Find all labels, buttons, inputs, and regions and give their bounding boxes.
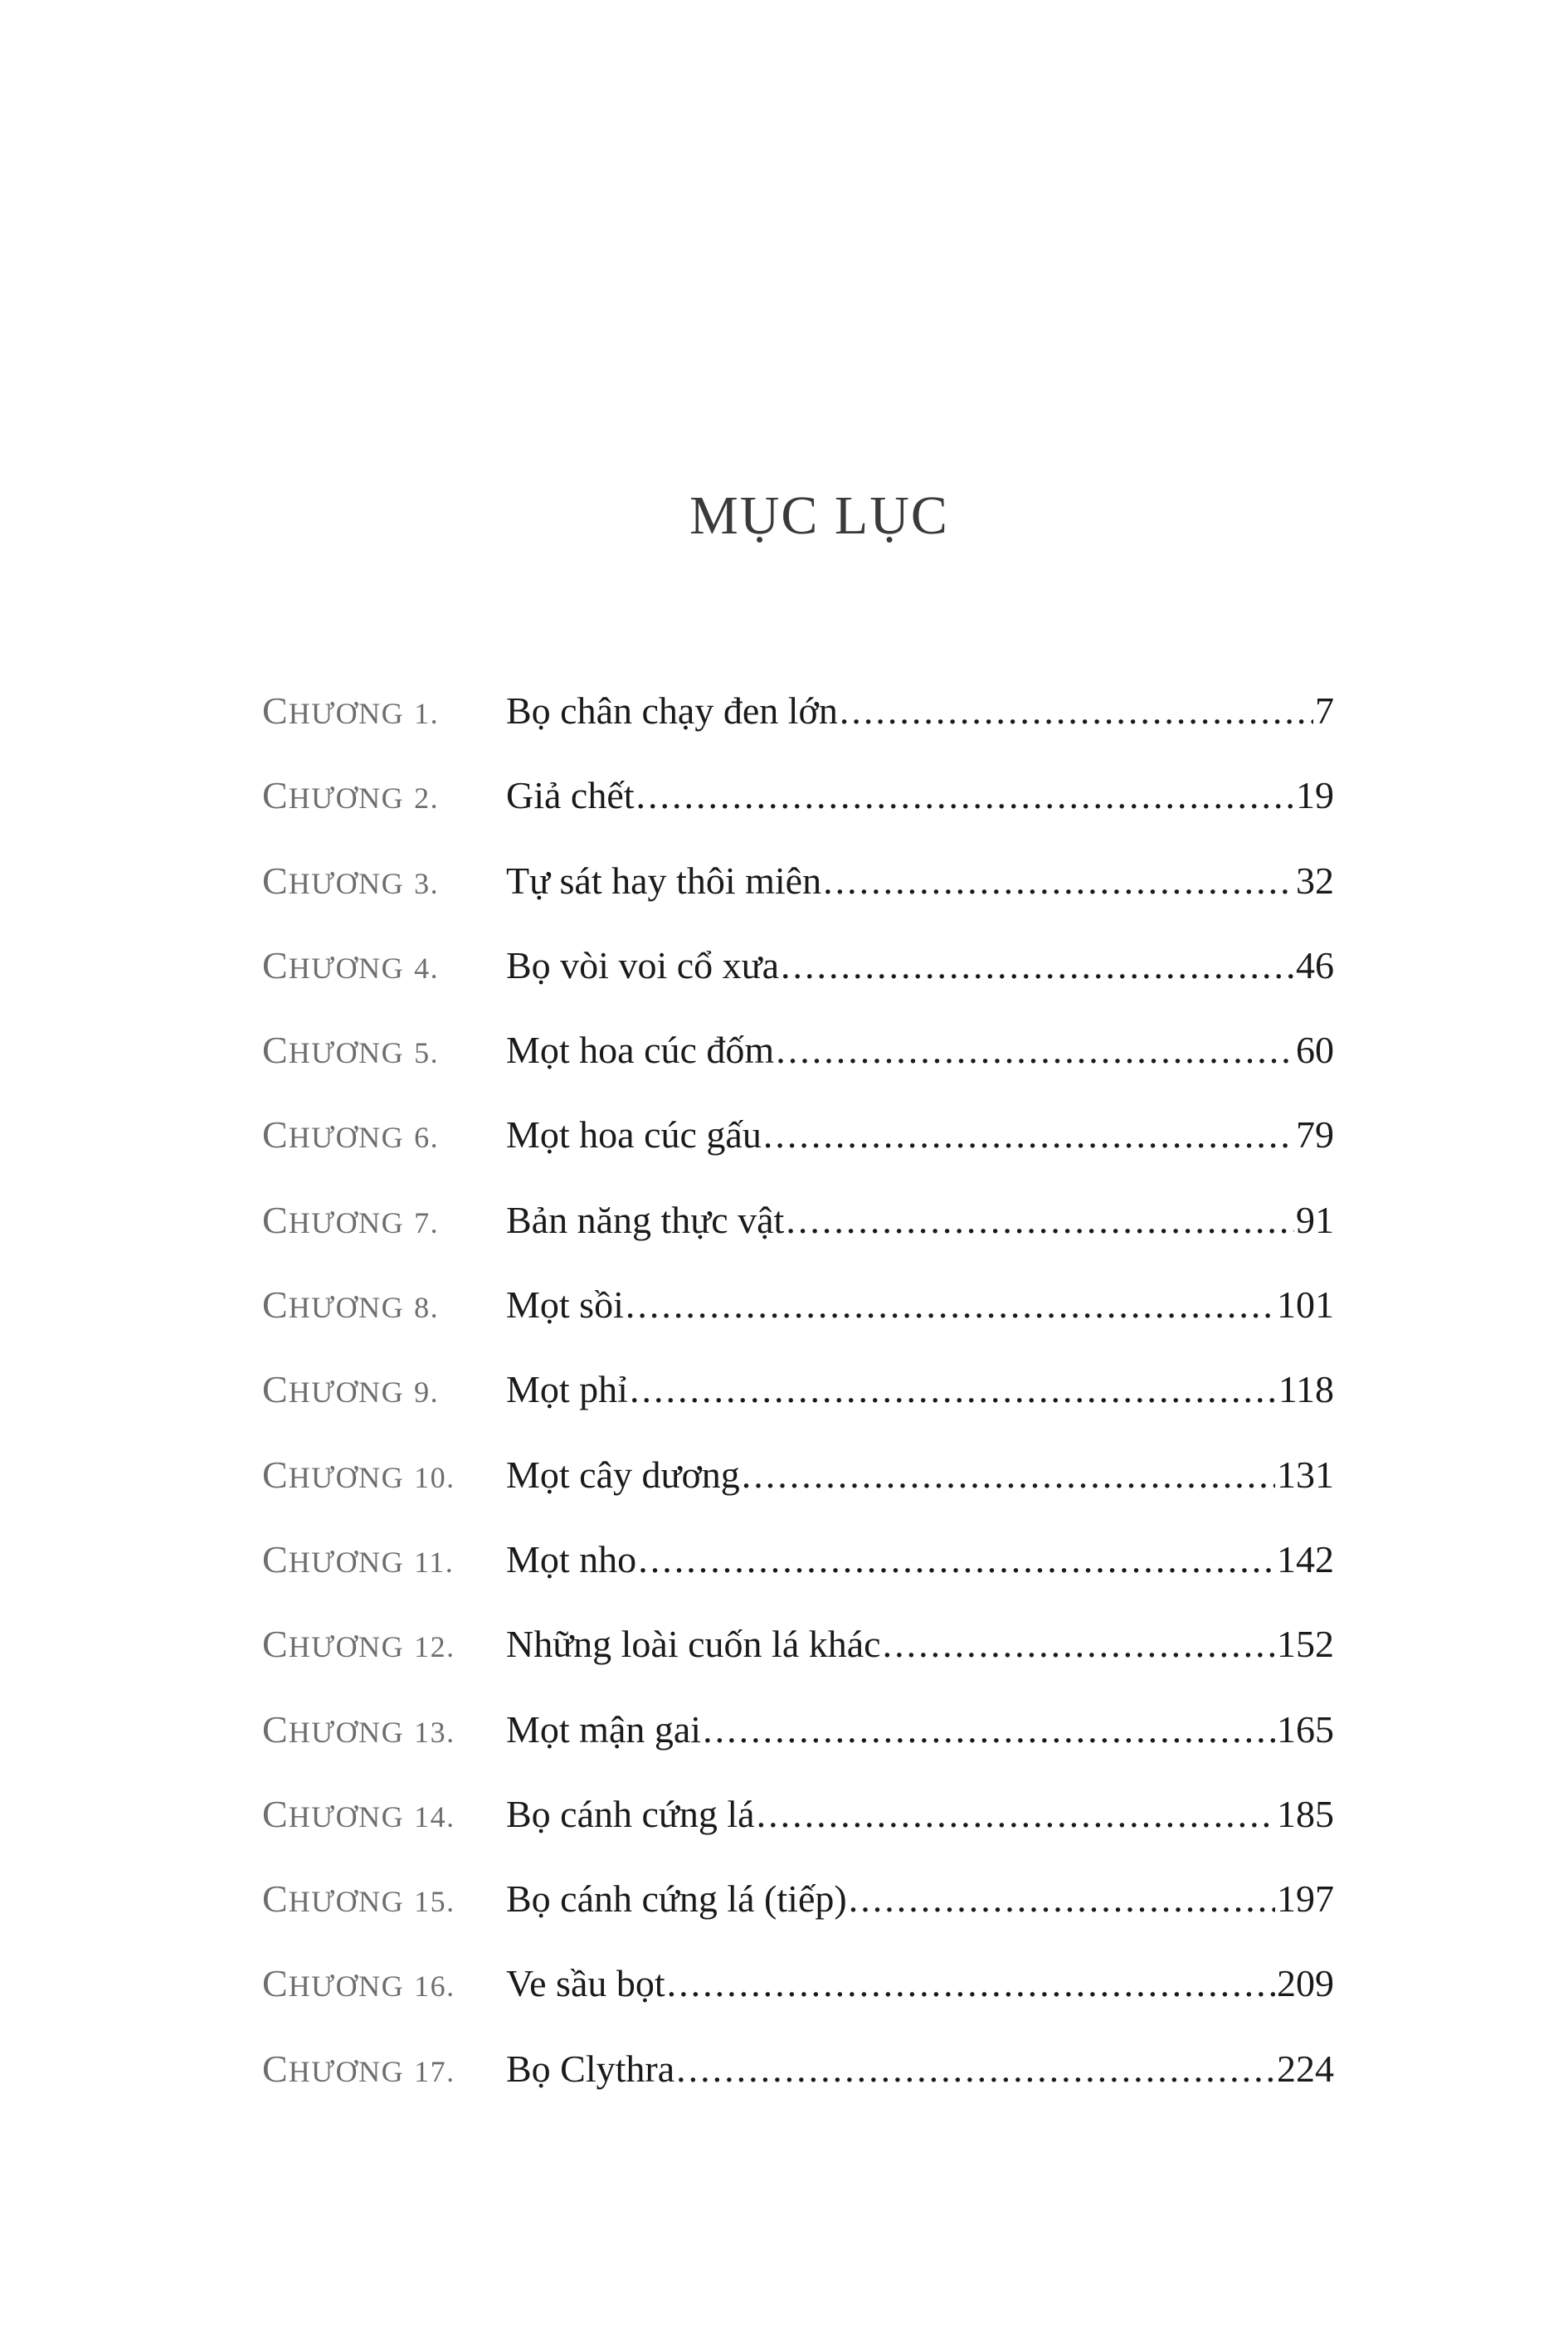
chapter-title: Ve sầu bọt <box>506 1962 665 2005</box>
dot-leader <box>638 1517 1275 1602</box>
chapter-word-initial: C <box>262 774 289 817</box>
toc-entry <box>262 1687 1334 1772</box>
page-title: MỤC LỤC <box>689 485 949 547</box>
chapter-number: 3. <box>414 866 440 900</box>
chapter-title: Mọt hoa cúc đốm <box>506 1029 775 1072</box>
chapter-number: 14. <box>414 1799 455 1833</box>
chapter-label <box>262 1093 506 1180</box>
chapter-word-rest: HƯƠNG <box>288 951 405 985</box>
chapter-word-rest: HƯƠNG <box>288 1205 405 1239</box>
chapter-label <box>262 2027 506 2114</box>
page-number: 142 <box>1277 1537 1334 1580</box>
chapter-word-rest: HƯƠNG <box>288 697 405 730</box>
chapter-word-initial: C <box>262 1877 289 1921</box>
dot-leader <box>757 1772 1275 1857</box>
chapter-number: 10. <box>414 1460 455 1494</box>
page-number: 197 <box>1277 1877 1334 1921</box>
chapter-label <box>262 1772 506 1859</box>
chapter-word-initial: C <box>262 1623 289 1666</box>
page-number: 101 <box>1277 1283 1334 1327</box>
chapter-title: Bọ chân chạy đen lớn <box>506 689 838 732</box>
chapter-label <box>262 1433 506 1520</box>
chapter-number: 4. <box>414 951 440 985</box>
chapter-word-rest: HƯƠNG <box>288 1630 405 1664</box>
chapter-title: Những loài cuốn lá khác <box>506 1623 881 1666</box>
toc-entry <box>262 1857 1334 1941</box>
chapter-title: Mọt cây dương <box>506 1453 740 1496</box>
chapter-word-rest: HƯƠNG <box>288 1715 405 1749</box>
dot-leader <box>630 1347 1277 1432</box>
chapter-number: 16. <box>414 1970 455 2004</box>
page-number: 209 <box>1277 1962 1334 2005</box>
toc-entry <box>262 1263 1334 1347</box>
chapter-word-initial: C <box>262 1198 289 1241</box>
toc-entry <box>262 669 1334 753</box>
toc-entry <box>262 753 1334 838</box>
toc-entry <box>262 1178 1334 1263</box>
toc-entry <box>262 1093 1334 1177</box>
toc-entry <box>262 1517 1334 1602</box>
dot-leader <box>636 753 1294 838</box>
chapter-word-rest: HƯƠNG <box>288 1121 405 1155</box>
chapter-label <box>262 1941 506 2028</box>
chapter-title: Bọ vòi voi cổ xưa <box>506 943 780 986</box>
toc-entry <box>262 2027 1334 2111</box>
chapter-number: 1. <box>414 697 440 730</box>
chapter-title: Mọt mận gai <box>506 1707 702 1751</box>
toc-entry <box>262 923 1334 1008</box>
chapter-title: Bản năng thực vật <box>506 1198 785 1241</box>
chapter-word-rest: HƯƠNG <box>288 1460 405 1494</box>
chapter-word-initial: C <box>262 859 289 902</box>
chapter-label <box>262 1857 506 1944</box>
chapter-label <box>262 1263 506 1350</box>
toc-entry <box>262 839 1334 923</box>
dot-leader <box>786 1178 1294 1263</box>
chapter-word-initial: C <box>262 1113 289 1157</box>
chapter-title: Mọt sồi <box>506 1283 624 1327</box>
chapter-label <box>262 1687 506 1775</box>
page-number: 46 <box>1296 943 1334 986</box>
chapter-label <box>262 1178 506 1265</box>
chapter-label <box>262 839 506 926</box>
chapter-word-rest: HƯƠNG <box>288 1291 405 1325</box>
toc-entry <box>262 1941 1334 2026</box>
chapter-word-initial: C <box>262 1962 289 2005</box>
chapter-word-rest: HƯƠNG <box>288 1545 405 1579</box>
chapter-title: Tự sát hay thôi miên <box>506 859 822 902</box>
page-number: 118 <box>1278 1368 1334 1411</box>
page-number: 131 <box>1277 1453 1334 1496</box>
dot-leader <box>849 1857 1275 1941</box>
chapter-word-initial: C <box>262 1029 289 1072</box>
dot-leader <box>776 1008 1294 1093</box>
chapter-word-initial: C <box>262 943 289 986</box>
chapter-word-initial: C <box>262 1537 289 1580</box>
page-number: 60 <box>1296 1029 1334 1072</box>
chapter-word-initial: C <box>262 1368 289 1411</box>
chapter-number: 2. <box>414 782 440 816</box>
chapter-word-rest: HƯƠNG <box>288 1970 405 2004</box>
toc-entry <box>262 1433 1334 1517</box>
dot-leader <box>840 669 1313 753</box>
chapter-label <box>262 1517 506 1605</box>
chapter-word-rest: HƯƠNG <box>288 1036 405 1070</box>
page-number: 79 <box>1296 1113 1334 1157</box>
chapter-number: 13. <box>414 1715 455 1749</box>
chapter-title: Giả chết <box>506 774 635 817</box>
chapter-label <box>262 753 506 840</box>
chapter-title: Bọ cánh cứng lá <box>506 1792 755 1835</box>
chapter-label <box>262 1008 506 1095</box>
page-number: 152 <box>1277 1623 1334 1666</box>
chapter-title: Mọt nho <box>506 1537 637 1580</box>
chapter-word-initial: C <box>262 2047 289 2090</box>
dot-leader <box>676 2027 1275 2111</box>
chapter-number: 15. <box>414 1885 455 1919</box>
page-number: 32 <box>1296 859 1334 902</box>
dot-leader <box>667 1941 1275 2026</box>
chapter-word-initial: C <box>262 1453 289 1496</box>
chapter-number: 9. <box>414 1376 440 1410</box>
chapter-label <box>262 1347 506 1434</box>
chapter-number: 7. <box>414 1205 440 1239</box>
chapter-label <box>262 923 506 1010</box>
toc-entry <box>262 1347 1334 1432</box>
toc-entry <box>262 1602 1334 1687</box>
table-of-contents <box>262 669 1334 2111</box>
chapter-word-initial: C <box>262 1792 289 1835</box>
chapter-word-rest: HƯƠNG <box>288 1885 405 1919</box>
chapter-word-initial: C <box>262 1283 289 1327</box>
chapter-word-rest: HƯƠNG <box>288 1376 405 1410</box>
chapter-number: 5. <box>414 1036 440 1070</box>
chapter-word-initial: C <box>262 1707 289 1751</box>
page-number: 165 <box>1277 1707 1334 1751</box>
page-number: 19 <box>1296 774 1334 817</box>
chapter-word-initial: C <box>262 689 289 732</box>
chapter-number: 12. <box>414 1630 455 1664</box>
toc-entry <box>262 1008 1334 1093</box>
chapter-title: Mọt hoa cúc gấu <box>506 1113 762 1157</box>
dot-leader <box>742 1433 1275 1517</box>
chapter-number: 8. <box>414 1291 440 1325</box>
chapter-label <box>262 1602 506 1689</box>
page-number: 185 <box>1277 1792 1334 1835</box>
chapter-number: 17. <box>414 2054 455 2088</box>
dot-leader <box>781 923 1294 1008</box>
page-number: 91 <box>1296 1198 1334 1241</box>
dot-leader <box>626 1263 1275 1347</box>
chapter-word-rest: HƯƠNG <box>288 2054 405 2088</box>
chapter-number: 6. <box>414 1121 440 1155</box>
chapter-number: 11. <box>414 1545 455 1579</box>
dot-leader <box>763 1093 1294 1177</box>
chapter-word-rest: HƯƠNG <box>288 866 405 900</box>
chapter-word-rest: HƯƠNG <box>288 1799 405 1833</box>
page-number: 224 <box>1277 2047 1334 2090</box>
dot-leader <box>823 839 1294 923</box>
chapter-word-rest: HƯƠNG <box>288 782 405 816</box>
dot-leader <box>703 1687 1275 1772</box>
dot-leader <box>883 1602 1275 1687</box>
chapter-title: Bọ Clythra <box>506 2047 675 2090</box>
chapter-title: Bọ cánh cứng lá (tiếp) <box>506 1877 847 1921</box>
chapter-label <box>262 669 506 756</box>
page-number: 7 <box>1315 689 1334 732</box>
chapter-title: Mọt phỉ <box>506 1368 628 1411</box>
toc-entry <box>262 1772 1334 1857</box>
